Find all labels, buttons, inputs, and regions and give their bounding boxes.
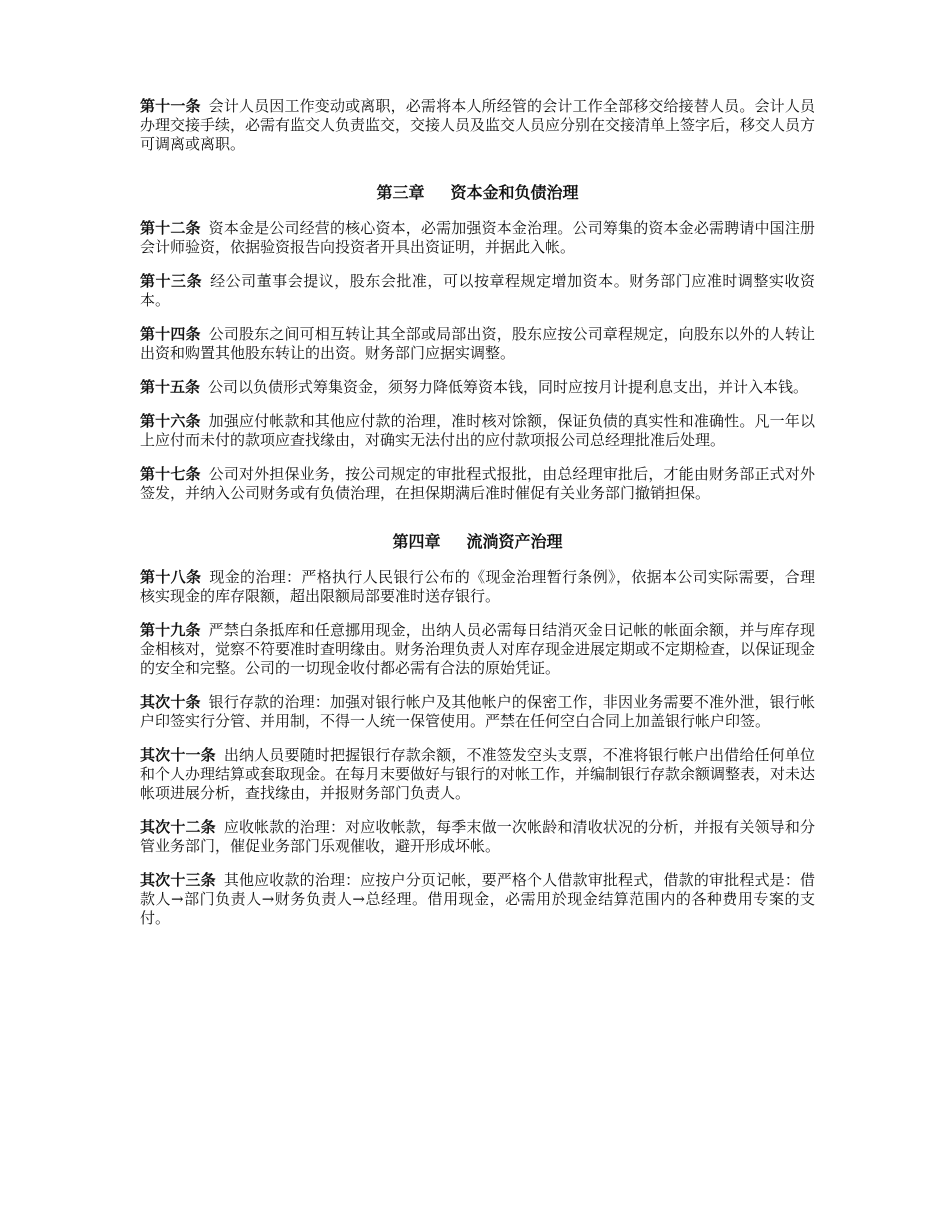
article-text: 经公司董事会提议，股东会批准，可以按章程规定增加资本。财务部门应准时调整实收资本。 [140, 272, 815, 309]
article-number: 其次十条 [140, 693, 201, 711]
article-number: 其次十二条 [140, 818, 216, 836]
article-number: 第十四条 [140, 325, 201, 343]
article-18 [140, 568, 815, 606]
article-number: 其次十一条 [140, 746, 216, 764]
article-text: 公司对外担保业务，按公司规定的审批程式报批，由总经理审批后，才能由财务部正式对外签发，并纳入公司财务或有负债治理，在担保期满后准时催促有关业务部门撤销担保。 [140, 465, 815, 502]
article-14 [140, 325, 815, 363]
article-text: 会计人员因工作变动或离职，必需将本人所经管的会计工作全部移交给接替人员。会计人员办理交接手续，必需有监交人负责监交，交接人员及监交人员应分别在交接清单上签字后，移交人员方可调离或离职。 [140, 97, 816, 153]
chapter-3-heading [140, 183, 815, 203]
article-text: 银行存款的治理：加强对银行帐户及其他帐户的保密工作，非因业务需要不准外泄，银行帐户印签实行分管、并用制，不得一人统一保管使用。严禁在任何空白合同上加盖银行帐户印签。 [140, 693, 815, 730]
article-number: 第十六条 [140, 412, 201, 430]
article-number: 第十二条 [140, 219, 201, 237]
article-number: 第十三条 [140, 272, 203, 290]
chapter-number: 第四章 [392, 532, 441, 551]
article-number: 第十八条 [140, 568, 202, 586]
article-text: 加强应付帐款和其他应付款的治理，准时核对馀额，保证负债的真实性和准确性。凡一年以上应付而未付的款项应查找缘由，对确实无法付出的应付款项报公司总经理批准后处理。 [140, 412, 815, 449]
article-12 [140, 219, 815, 257]
article-number: 其次十三条 [140, 871, 216, 889]
article-17 [140, 465, 815, 503]
article-text: 严禁白条抵库和任意挪用现金，出纳人员必需每日结消灭金日记帐的帐面余额，并与库存现金相核对，觉察不符要准时查明缘由。财务治理负责人对库存现金进展定期或不定期检查，以保证现金的安全和完整。公司的一切现金收付都必需有合法的原始凭证。 [140, 621, 816, 677]
article-text: 公司股东之间可相互转让其全部或局部出资，股东应按公司章程规定，向股东以外的人转让出资和购置其他股东转让的出资。财务部门应据实调整。 [140, 325, 815, 362]
article-number: 第十五条 [140, 378, 201, 396]
article-19 [140, 621, 815, 678]
article-text: 资本金是公司经营的核心资本，必需加强资本金治理。公司筹集的资本金必需聘请中国注册会计师验资，依据验资报告向投资者开具出资证明，并据此入帐。 [140, 219, 815, 256]
article-text: 应收帐款的治理：对应收帐款，每季末做一次帐龄和清收状况的分析，并报有关领导和分管业务部门，催促业务部门乐观催收，避开形成坏帐。 [140, 818, 815, 855]
chapter-title: 流淌资产治理 [466, 532, 563, 551]
article-text: 公司以负债形式筹集资金，须努力降低筹资本钱，同时应按月计提利息支出，并计入本钱。 [208, 378, 809, 396]
article-16 [140, 412, 815, 450]
article-number: 第十九条 [140, 621, 201, 639]
article-23 [140, 871, 815, 928]
article-15 [140, 378, 815, 397]
article-20 [140, 693, 815, 731]
article-21 [140, 746, 815, 803]
article-11 [140, 97, 815, 154]
article-text: 现金的治理：严格执行人民银行公布的《现金治理暂行条例》，依据本公司实际需要，合理核实现金的库存限额，超出限额局部要准时送存银行。 [140, 568, 815, 605]
article-number: 第十七条 [140, 465, 201, 483]
article-number: 第十一条 [140, 97, 201, 115]
chapter-4-heading [140, 532, 815, 552]
chapter-number: 第三章 [376, 183, 425, 202]
article-13 [140, 272, 815, 310]
article-22 [140, 818, 815, 856]
article-text: 其他应收款的治理：应按户分页记帐，要严格个人借款审批程式，借款的审批程式是：借款人→部门负责人→财务负责人→总经理。借用现金，必需用於现金结算范围内的各种费用专案的支付。 [140, 871, 815, 927]
article-text: 出纳人员要随时把握银行存款余额，不准签发空头支票，不准将银行帐户出借给任何单位和个人办理结算或套取现金。在每月末要做好与银行的对帐工作，并编制银行存款余额调整表，对未达帐项进展分析，查找缘由，并报财务部门负责人。 [140, 746, 816, 802]
chapter-title: 资本金和负债治理 [450, 183, 579, 202]
document-page [140, 97, 815, 943]
